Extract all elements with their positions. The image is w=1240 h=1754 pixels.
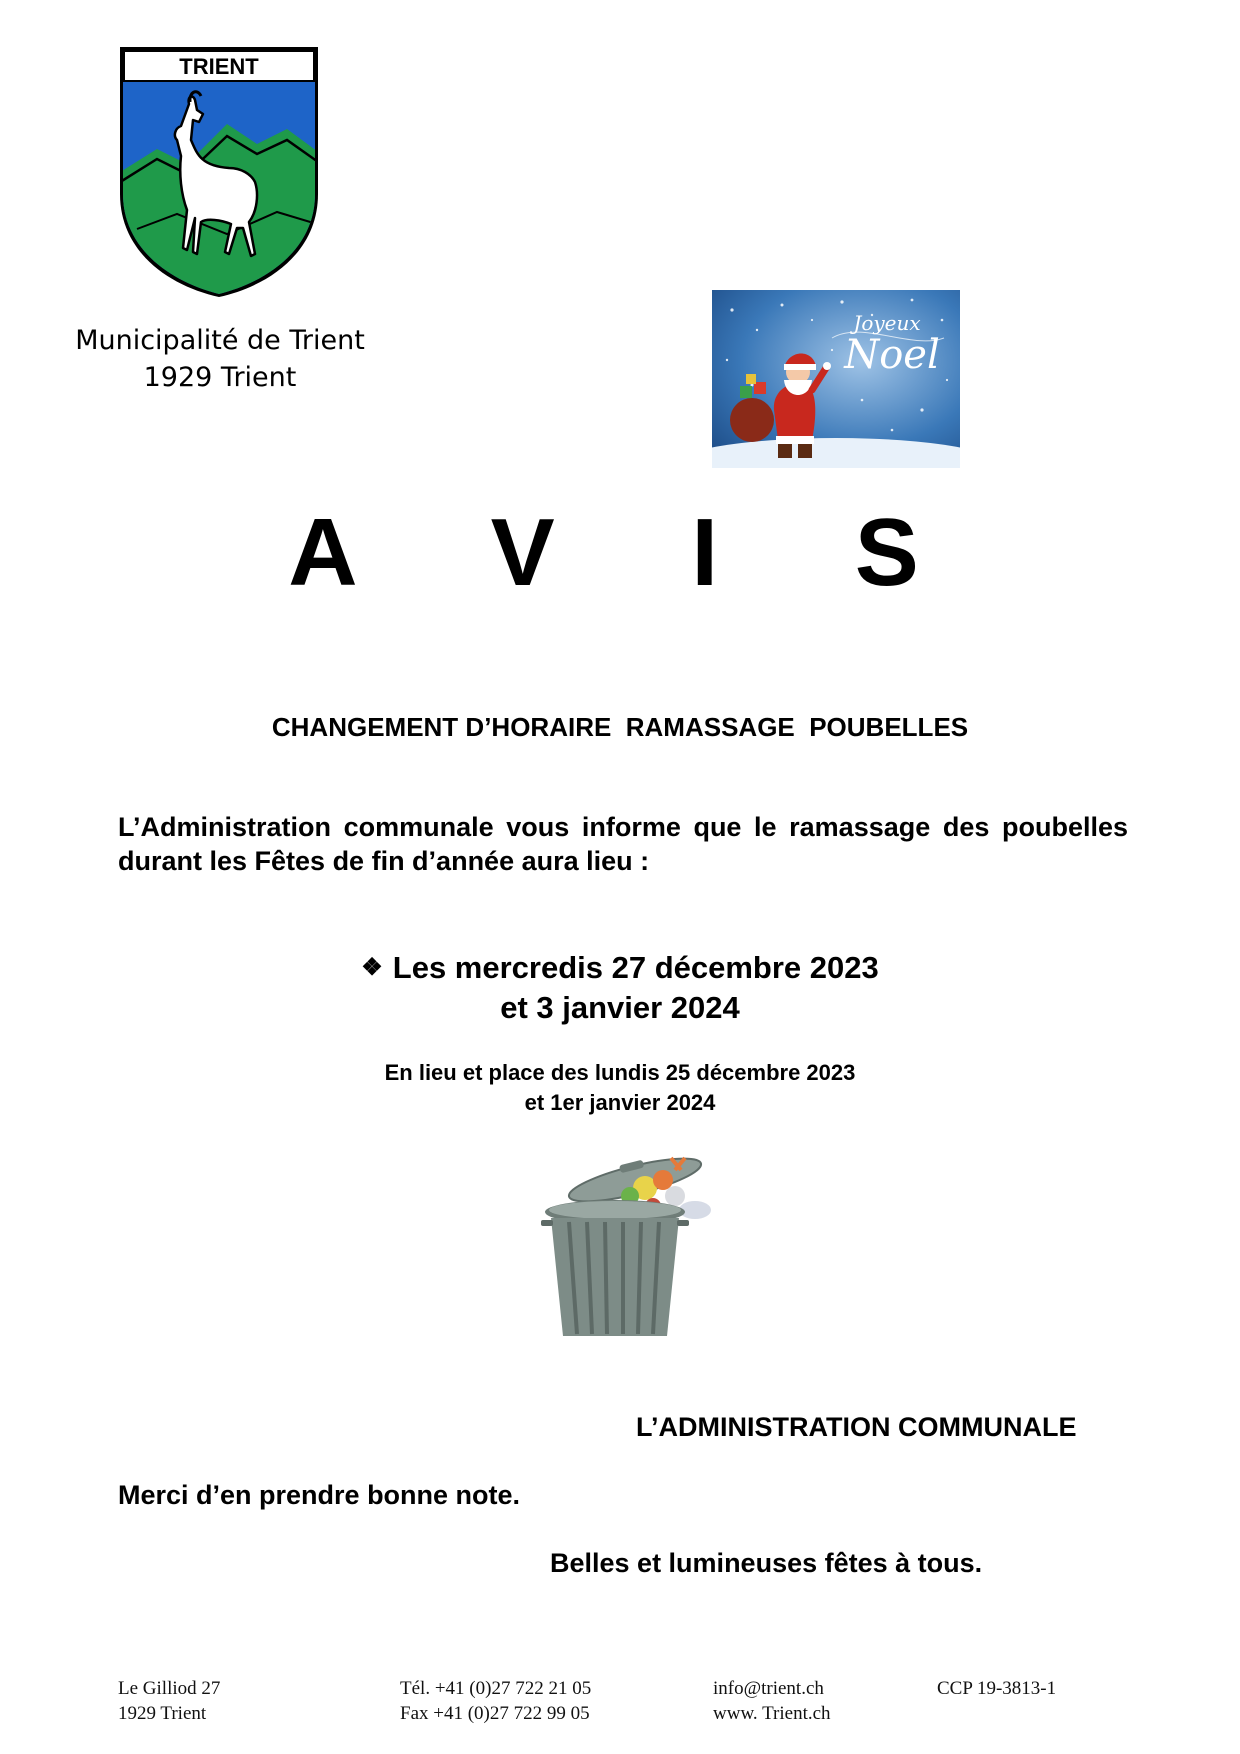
notice-intro: L’Administration communale vous informe que le ramassage des poubelles durant les Fêtes de fin d’année aura lieu : (118, 812, 1128, 876)
collection-dates (240, 948, 1000, 1028)
footer-contact-web (713, 1676, 831, 1726)
footer-fax: Fax +41 (0)27 722 99 05 (400, 1703, 590, 1724)
footer-ccp (937, 1676, 1056, 1701)
diamond-bullet-icon: ❖ (361, 954, 383, 981)
replaced-dates-line2: et 1er janvier 2024 (524, 1090, 716, 1115)
card-text-joyeux: Joyeux (853, 311, 921, 335)
thanks-note: Merci d’en prendre bonne note. (118, 1480, 521, 1510)
footer-address-line1: Le Gilliod 27 (118, 1678, 221, 1699)
christmas-card-image (712, 290, 960, 468)
footer-website: www. Trient.ch (713, 1703, 831, 1724)
crest-label: TRIENT (179, 54, 259, 79)
footer-address (118, 1676, 220, 1726)
notice-title: A V I S (288, 499, 974, 606)
municipality-name: Municipalité de Trient (75, 325, 365, 356)
replaced-dates-line1: En lieu et place des lundis 25 décembre 2023 (384, 1060, 856, 1085)
trash-can-image (535, 1140, 725, 1340)
collection-dates-line1: Les mercredis 27 décembre 2023 (392, 950, 879, 985)
footer-contact-phone (400, 1676, 591, 1726)
municipality-postcode: 1929 Trient (143, 362, 297, 393)
municipality-address (60, 322, 380, 396)
replaced-dates (240, 1058, 1000, 1118)
trient-coat-of-arms-logo (117, 44, 321, 298)
holiday-wishes: Belles et lumineuses fêtes à tous. (550, 1548, 983, 1578)
card-text-noel: Noel (844, 332, 940, 378)
notice-subject: CHANGEMENT D’HORAIRE RAMASSAGE POUBELLES (271, 712, 969, 742)
collection-dates-line2: et 3 janvier 2024 (500, 990, 740, 1025)
footer-email: info@trient.ch (713, 1678, 824, 1699)
signature: L’ADMINISTRATION COMMUNALE (636, 1412, 1077, 1442)
footer-phone: Tél. +41 (0)27 722 21 05 (400, 1678, 592, 1699)
footer-ccp-number: CCP 19-3813-1 (937, 1678, 1057, 1699)
footer-address-line2: 1929 Trient (118, 1703, 207, 1724)
